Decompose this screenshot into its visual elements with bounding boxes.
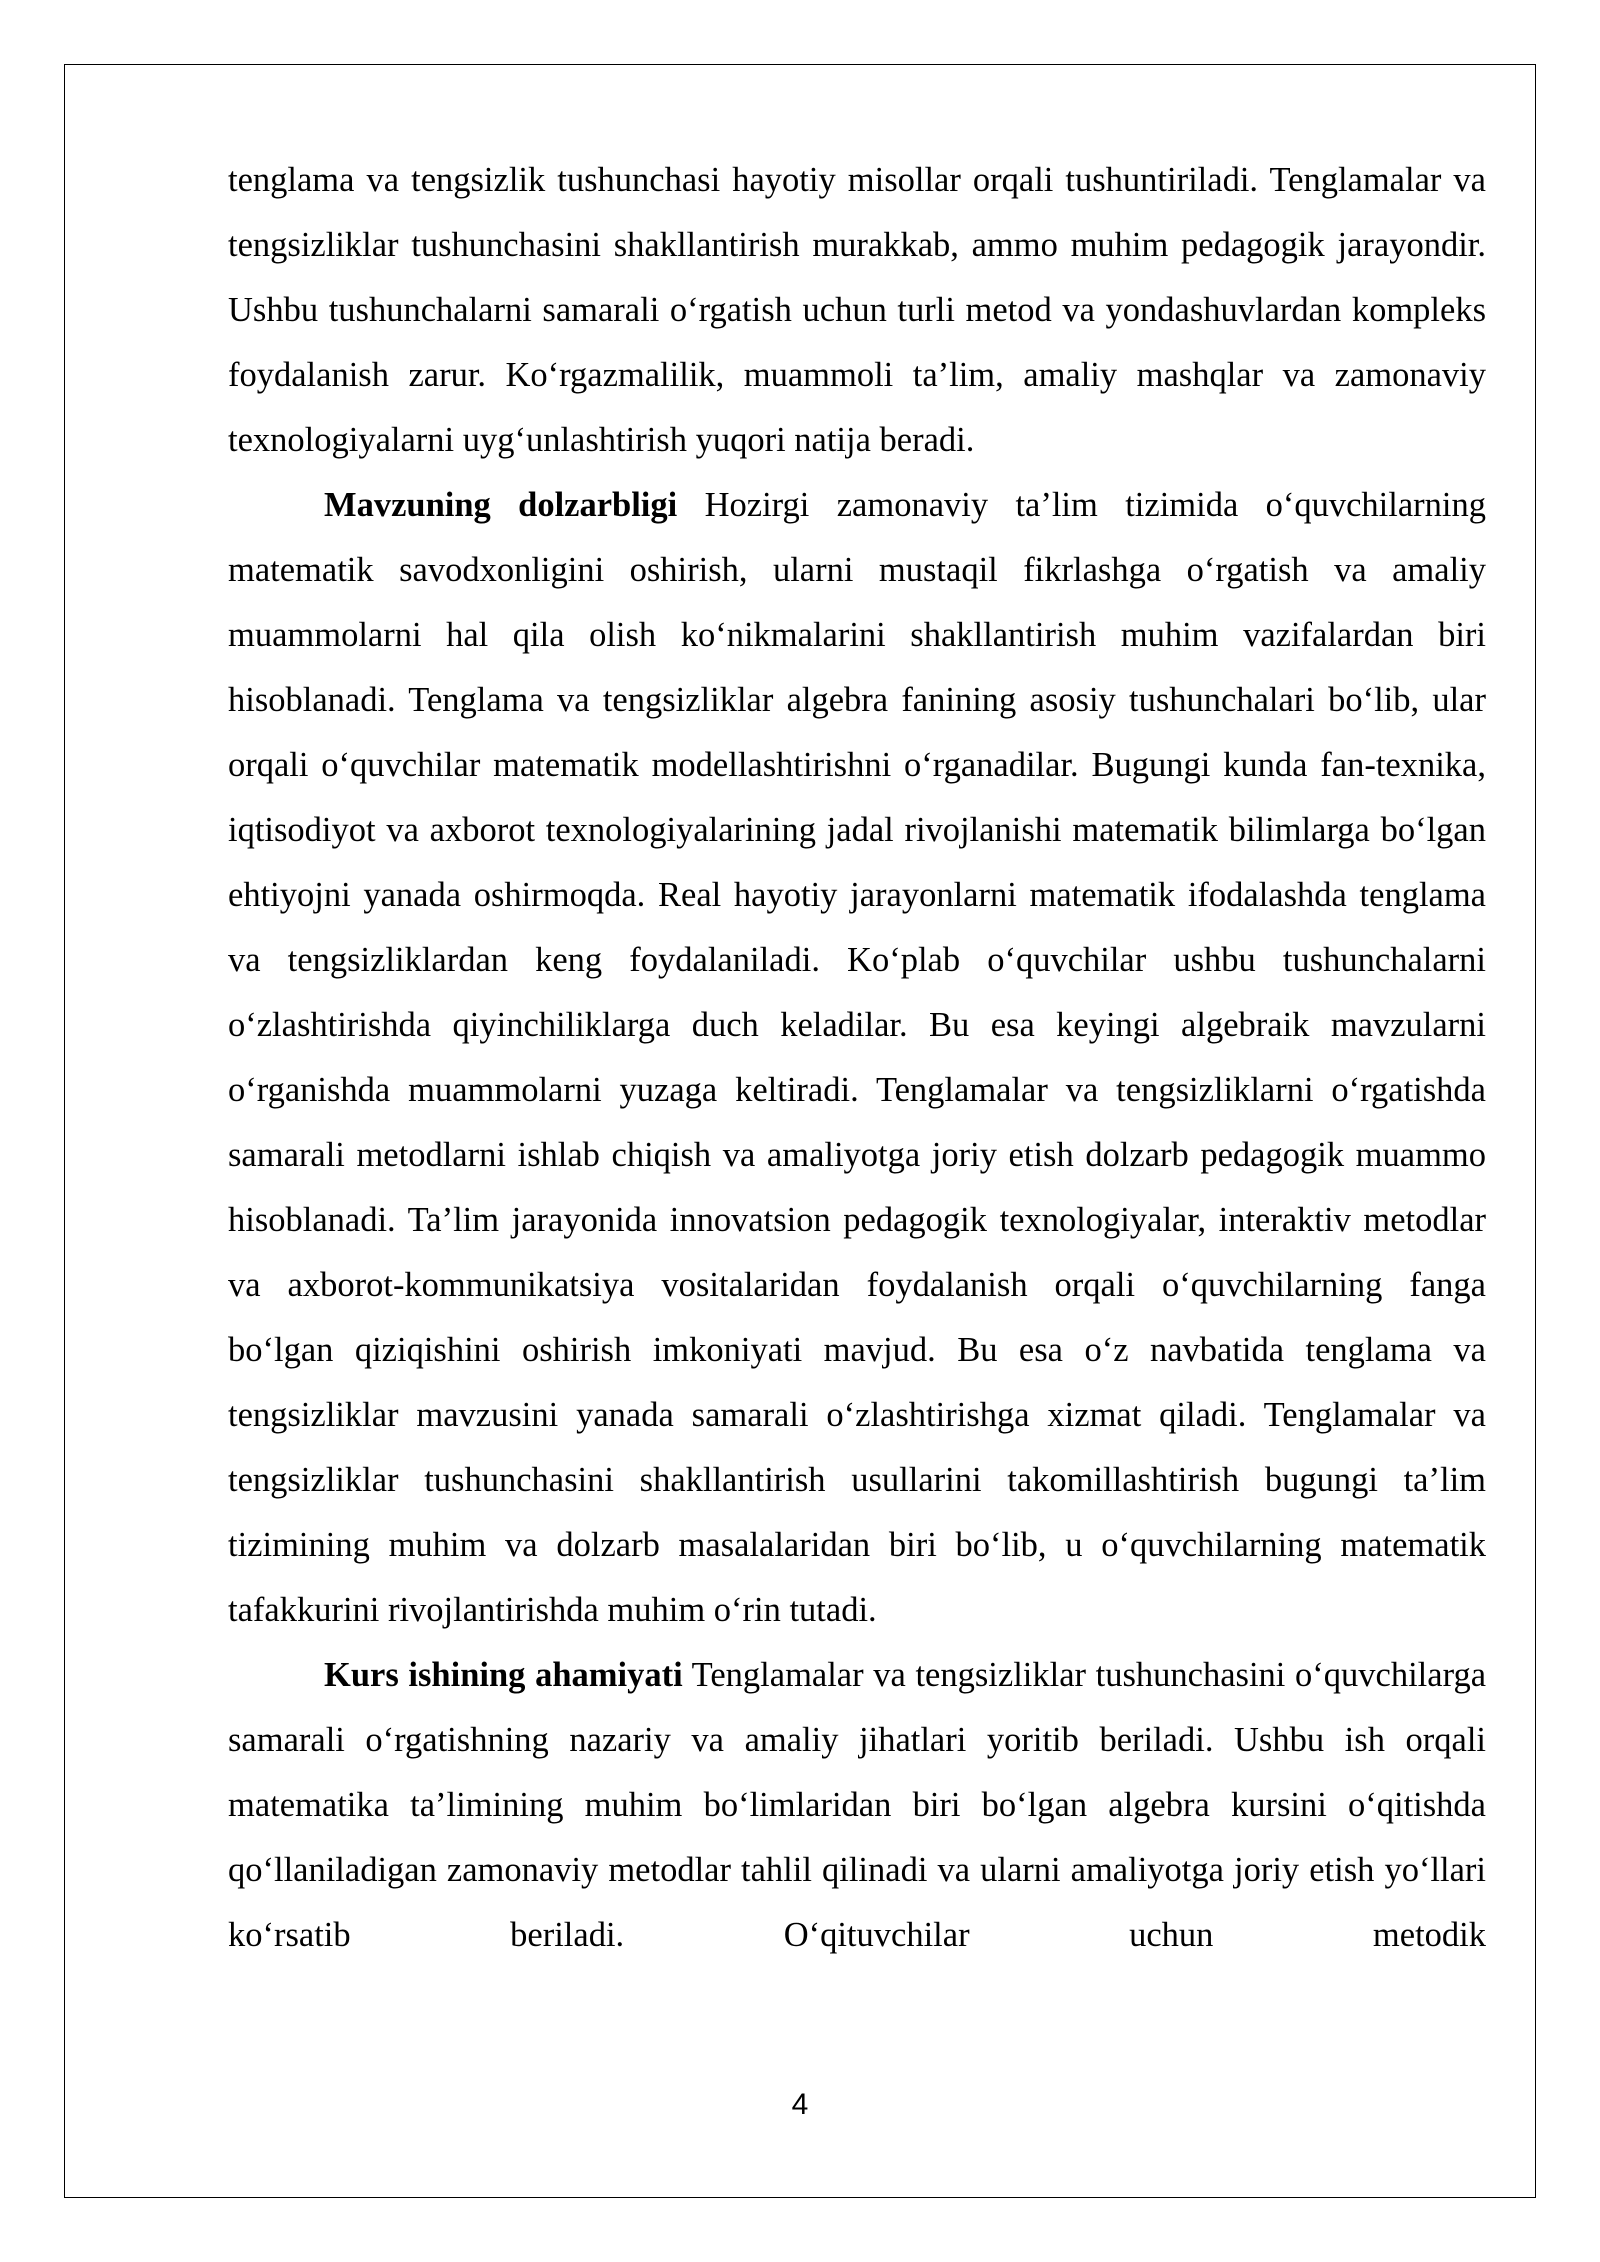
paragraph-importance <box>228 1643 1486 1968</box>
paragraph-heading-relevance: Mavzuning dolzarbligi <box>324 486 678 524</box>
paragraph-text: tenglama va tengsizlik tushunchasi hayotiy misollar orqali tushuntiriladi. Tenglamalar va tengsizliklar tushunchasini shakllantirish murakkab, ammo muhim pedagogik jarayondir. Ushbu tushunchalarni samarali o‘rgatish uchun turli metod va yondashuvlardan kompleks foydalanish zarur. Ko‘rgazmalilik, muammoli ta’lim, amaliy mashqlar va zamonaviy texnologiyalarni uyg‘unlashtirish yuqori natija beradi. <box>228 161 1486 459</box>
paragraph-text: Tenglamalar va tengsizliklar tushunchasini o‘quvchilarga samarali o‘rgatishning nazariy va amaliy jihatlari yoritib beriladi. Ushbu ish orqali matematika ta’limining muhim bo‘limlaridan biri bo‘lgan algebra kursini o‘qitishda qo‘llaniladigan zamonaviy metodlar tahlil qilinadi va ularni amaliyotga joriy etish yo‘llari ko‘rsatib beriladi. O‘qituvchilar uchun metodik <box>228 1656 1487 1954</box>
paragraph-heading-importance: Kurs ishining ahamiyati <box>324 1656 683 1694</box>
paragraph-relevance <box>228 473 1486 1643</box>
page-number: 4 <box>791 2088 809 2121</box>
paragraph-text: Hozirgi zamonaviy ta’lim tizimida o‘quvchilarning matematik savodxonligini oshirish, ularni mustaqil fikrlashga o‘rgatish va amaliy muammolarni hal qila olish ko‘nikmalarini shakllantirish muhim vazifalardan biri hisoblanadi. Tenglama va tengsizliklar algebra fanining asosiy tushunchalari bo‘lib, ular orqali o‘quvchilar matematik modellashtirishni o‘rganadilar. Bugungi kunda fan-texnika, iqtisodiyot va axborot texnologiyalarining jadal rivojlanishi matematik bilimlarga bo‘lgan ehtiyojni yanada oshirmoqda. Real hayotiy jarayonlarni matematik ifodalashda tenglama va tengsizliklardan keng foydalaniladi. Ko‘plab o‘quvchilar ushbu tushunchalarni o‘zlashtirishda qiyinchiliklarga duch keladilar. Bu esa keyingi algebraik mavzularni o‘rganishda muammolarni yuzaga keltiradi. Tenglamalar va tengsizliklarni o‘rgatishda samarali metodlarni ishlab chiqish va amaliyotga joriy etish dolzarb pedagogik muammo hisoblanadi. Ta’lim jarayonida innovatsion pedagogik texnologiyalar, interaktiv metodlar va axborot-kommunikatsiya vositalaridan foydalanish orqali o‘quvchilarning fanga bo‘lgan qiziqishini oshirish imkoniyati mavjud. Bu esa o‘z navbatida tenglama va tengsizliklar mavzusini yanada samarali o‘zlashtirishga xizmat qiladi. Tenglamalar va tengsizliklar tushunchasini shakllantirish usullarini takomillashtirish bugungi ta’lim tizimining muhim va dolzarb masalalaridan biri bo‘lib, u o‘quvchilarning matematik tafakkurini rivojlantirishda muhim o‘rin tutadi. <box>228 486 1486 1629</box>
document-body <box>228 148 1486 1968</box>
paragraph-intro-continuation <box>228 148 1486 473</box>
